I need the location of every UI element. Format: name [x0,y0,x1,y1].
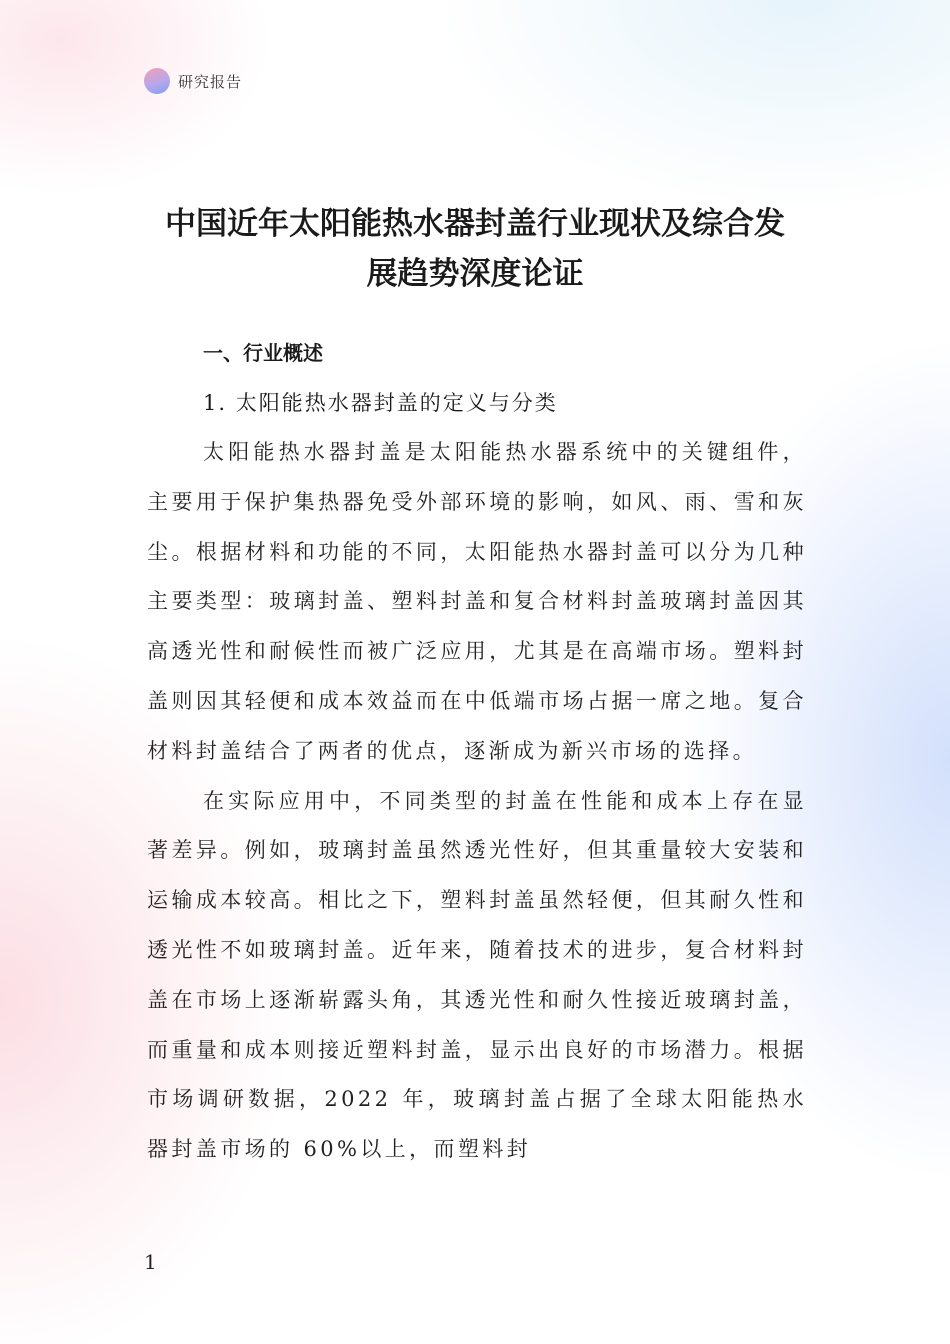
logo-circle-icon [144,68,170,94]
report-header [144,68,242,94]
header-label: 研究报告 [178,72,243,91]
document-body [147,328,807,1175]
paragraph-2: 在实际应用中，不同类型的封盖在性能和成本上存在显著差异。例如，玻璃封盖虽然透光性好，但其重量较大安装和运输成本较高。相比之下，塑料封盖虽然轻便，但其耐久性和透光性不如玻璃封盖。近年来，随着技术的进步，复合材料封盖在市场上逐渐崭露头角，其透光性和耐久性接近玻璃封盖，而重量和成本则接近塑料封盖，显示出良好的市场潜力。根据市场调研数据，2022 年，玻璃封盖占据了全球太阳能热水器封盖市场的 60%以上，而塑料封 [147,788,807,1162]
section-heading: 一、行业概述 [203,341,323,365]
paragraph-1: 太阳能热水器封盖是太阳能热水器系统中的关键组件，主要用于保护集热器免受外部环境的影响，如风、雨、雪和灰尘。根据材料和功能的不同，太阳能热水器封盖可以分为几种主要类型：玻璃封盖、塑料封盖和复合材料封盖玻璃封盖因其高透光性和耐候性而被广泛应用，尤其是在高端市场。塑料封盖则因其轻便和成本效益而在中低端市场占据一席之地。复合材料封盖结合了两者的优点，逐渐成为新兴市场的选择。 [147,440,807,763]
sub-heading: 1. 太阳能热水器封盖的定义与分类 [203,391,558,415]
title-line-1: 中国近年太阳能热水器封盖行业现状及综合发 [165,205,785,242]
page-number: 1 [144,1250,157,1274]
title-line-2: 展趋势深度论证 [366,255,584,292]
document-title [100,199,850,299]
